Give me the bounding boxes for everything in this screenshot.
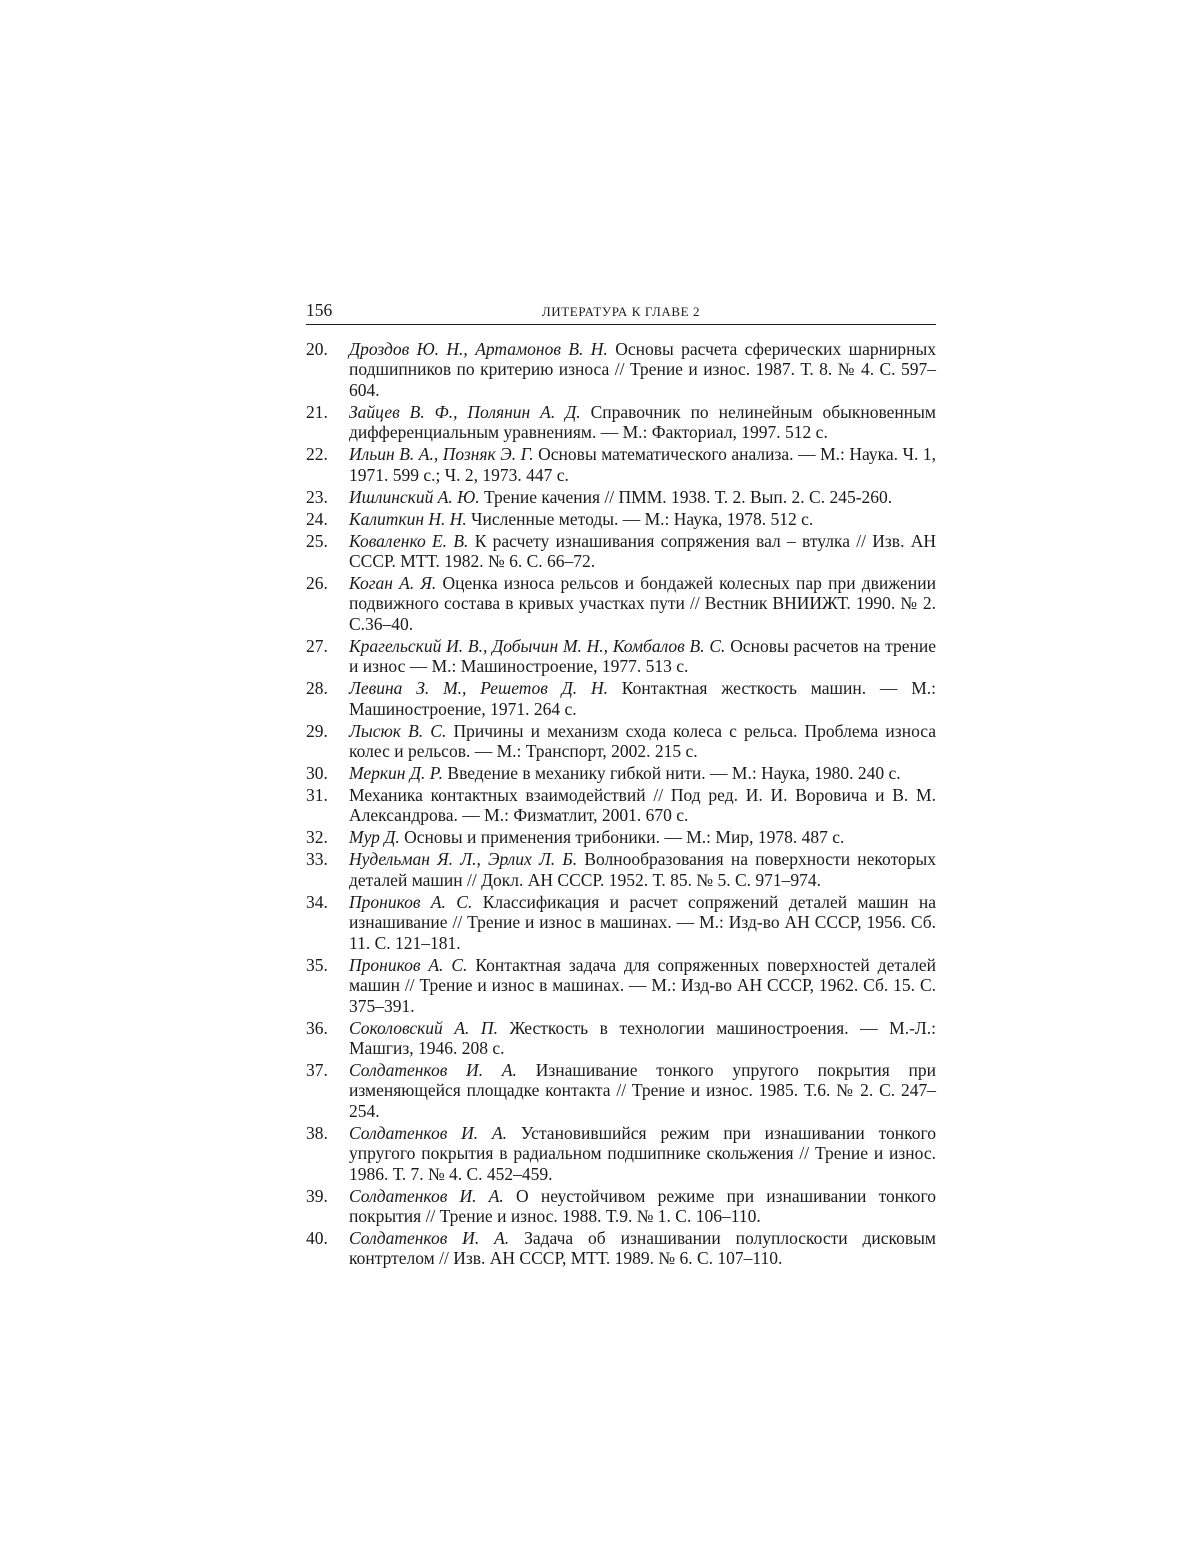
reference-item xyxy=(306,444,936,485)
reference-text: Изнашивание тонкого упругого покрытия при изменяющейся площадке контакта // Трение и износ. 1985. Т.6. № 2. С. 247–254. xyxy=(349,1059,937,1121)
reference-authors: Солдатенков И. А. xyxy=(349,1185,504,1206)
reference-authors: Крагельский И. В., Добычин М. Н., Комбалов В. С. xyxy=(349,635,726,656)
reference-item xyxy=(306,402,936,443)
reference-authors: Солдатенков И. А. xyxy=(349,1122,508,1143)
reference-number: 21. xyxy=(306,401,328,422)
reference-item xyxy=(306,1186,936,1227)
reference-number: 30. xyxy=(306,763,328,784)
reference-item xyxy=(306,509,936,529)
reference-authors: Дроздов Ю. Н., Артамонов В. Н. xyxy=(349,339,608,359)
reference-item xyxy=(306,721,936,762)
reference-number: 33. xyxy=(306,849,328,870)
reference-authors: Мур Д. xyxy=(349,827,400,848)
reference-item xyxy=(306,1018,936,1059)
reference-list xyxy=(306,339,936,1269)
reference-item xyxy=(306,636,936,677)
reference-authors: Зайцев В. Ф., Полянин А. Д. xyxy=(349,401,581,422)
running-head-title: ЛИТЕРАТУРА К ГЛАВЕ 2 xyxy=(541,304,701,319)
reference-item xyxy=(306,763,936,783)
reference-text: О неустойчивом режиме при изнашивании тонкого покрытия // Трение и износ. 1988. Т.9. № 1. С. 106–110. xyxy=(349,1185,937,1226)
reference-text: Установившийся режим при изнашивании тонкого упругого покрытия в радиальном подшипнике скольжения // Трение и износ. 1986. Т. 7. № 4. С. 452–459. xyxy=(349,1122,937,1184)
reference-item xyxy=(306,1228,936,1269)
reference-item xyxy=(306,827,936,847)
reference-item xyxy=(306,531,936,572)
reference-authors: Коган А. Я. xyxy=(349,573,437,594)
reference-authors: Ишлинский А. Ю. xyxy=(349,486,480,507)
reference-text: Жесткость в технологии машиностроения. — М.-Л.: Машгиз, 1946. 208 с. xyxy=(349,1017,937,1058)
reference-authors: Левина З. М., Решетов Д. Н. xyxy=(349,678,608,699)
reference-item xyxy=(306,1123,936,1184)
reference-number: 25. xyxy=(306,530,328,551)
reference-number: 20. xyxy=(306,339,328,359)
reference-number: 37. xyxy=(306,1059,328,1080)
reference-text: Классификация и расчет сопряжений деталей машин на изнашивание // Трение и износ в машинах. — М.: Изд-во АН СССР, 1956. Сб. 11. С. 121–181. xyxy=(349,891,936,953)
reference-number: 31. xyxy=(306,785,328,806)
reference-number: 27. xyxy=(306,635,328,656)
reference-item xyxy=(306,573,936,634)
reference-number: 34. xyxy=(306,891,328,912)
reference-text: Справочник по нелинейным обыкновенным дифференциальным уравнениям. — М.: Факториал, 1997. 512 с. xyxy=(349,401,936,443)
reference-number: 26. xyxy=(306,573,328,594)
page xyxy=(306,296,936,1270)
reference-text: Введение в механику гибкой нити. — М.: Наука, 1980. 240 с. xyxy=(447,763,901,784)
reference-number: 28. xyxy=(306,678,328,699)
reference-number: 32. xyxy=(306,827,328,848)
reference-item xyxy=(306,955,936,1016)
reference-text: Волнообразования на поверхности некоторых деталей машин // Докл. АН СССР. 1952. Т. 85. № 5. С. 971–974. xyxy=(349,849,936,890)
reference-item xyxy=(306,487,936,507)
reference-text: Причины и механизм схода колеса с рельса. Проблема износа колес и рельсов. — М.: Транспорт, 2002. 215 с. xyxy=(349,720,937,762)
reference-authors: Соколовский А. П. xyxy=(349,1017,498,1038)
reference-text: Основы расчета сферических шарнирных подшипников по критерию износа // Трение и износ. 1987. Т. 8. № 4. С. 597–604. xyxy=(349,339,936,400)
running-head xyxy=(306,296,936,325)
reference-number: 38. xyxy=(306,1122,328,1143)
reference-text: Основы расчетов на трение и износ — М.: Машиностроение, 1977. 513 с. xyxy=(349,635,937,677)
reference-authors: Калиткин Н. Н. xyxy=(349,508,467,529)
reference-number: 23. xyxy=(306,486,328,507)
reference-authors: Солдатенков И. А. xyxy=(349,1227,510,1248)
reference-text: Численные методы. — М.: Наука, 1978. 512 с. xyxy=(471,508,814,529)
reference-authors: Проников А. С. xyxy=(349,954,468,975)
reference-text: К расчету изнашивания сопряжения вал – втулка // Изв. АН СССР. МТТ. 1982. № 6. С. 66–72. xyxy=(349,530,936,572)
reference-authors: Лысюк В. С. xyxy=(349,720,447,741)
reference-item xyxy=(306,785,936,826)
reference-item xyxy=(306,678,936,719)
reference-number: 24. xyxy=(306,508,328,529)
reference-number: 39. xyxy=(306,1185,328,1206)
reference-number: 36. xyxy=(306,1017,328,1038)
page-number: 156 xyxy=(306,300,333,320)
reference-authors: Проников А. С. xyxy=(349,891,473,912)
reference-item xyxy=(306,1060,936,1121)
reference-authors: Меркин Д. Р. xyxy=(349,763,444,784)
reference-text: Контактная задача для сопряженных поверхностей деталей машин // Трение и износ в машинах. — М.: Изд-во АН СССР, 1962. Сб. 15. С. 375–391. xyxy=(349,954,936,1016)
reference-text: Основы и применения трибоники. — М.: Мир, 1978. 487 с. xyxy=(404,827,845,848)
reference-number: 22. xyxy=(306,444,328,465)
reference-text: Трение качения // ПММ. 1938. Т. 2. Вып. 2. С. 245-260. xyxy=(484,486,893,507)
reference-item xyxy=(306,849,936,890)
reference-text: Основы математического анализа. — М.: Наука. Ч. 1, 1971. 599 с.; Ч. 2, 1973. 447 с. xyxy=(349,444,936,485)
reference-number: 29. xyxy=(306,720,328,741)
reference-number: 40. xyxy=(306,1227,328,1248)
reference-item xyxy=(306,339,936,400)
reference-authors: Коваленко Е. В. xyxy=(349,530,469,551)
reference-authors: Солдатенков И. А. xyxy=(349,1059,517,1080)
reference-text: Задача об изнашивании полуплоскости дисковым контртелом // Изв. АН СССР, МТТ. 1989. № 6. С. 107–110. xyxy=(349,1227,937,1269)
reference-number: 35. xyxy=(306,954,328,975)
reference-text: Контактная жесткость машин. — М.: Машиностроение, 1971. 264 с. xyxy=(349,678,937,719)
reference-text: Оценка износа рельсов и бондажей колесных пар при движении подвижного состава в кривых участках пути // Вестник ВНИИЖТ. 1990. № 2. С.36–40. xyxy=(349,573,937,634)
reference-text: Механика контактных взаимодействий // Под ред. И. И. Воровича и В. М. Александрова. — М.: Физматлит, 2001. 670 с. xyxy=(349,785,936,826)
reference-authors: Ильин В. А., Позняк Э. Г. xyxy=(349,444,534,465)
reference-item xyxy=(306,892,936,953)
reference-authors: Нудельман Я. Л., Эрлих Л. Б. xyxy=(349,849,578,870)
